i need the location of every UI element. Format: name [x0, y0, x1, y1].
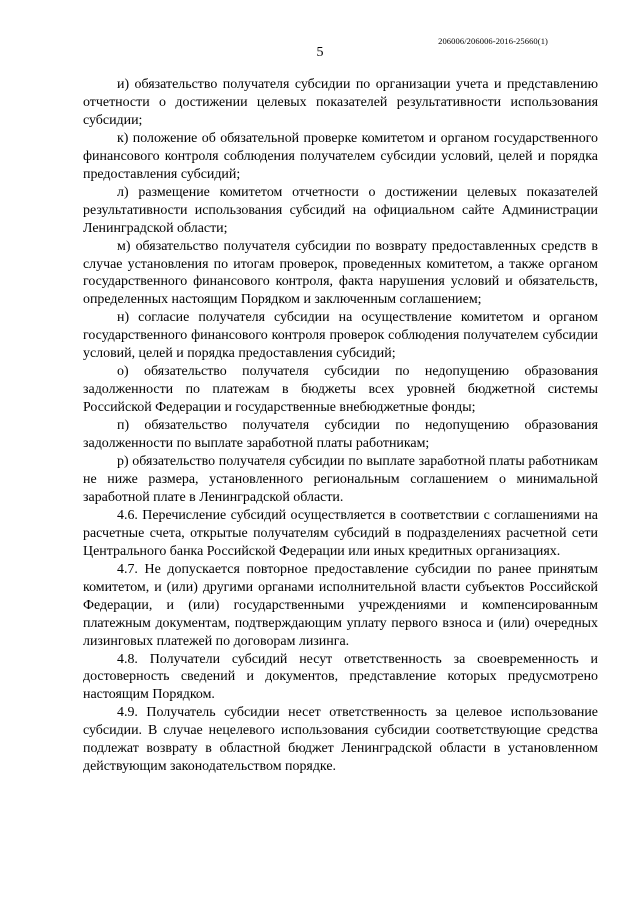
paragraph-k-inspection-provision: к) положение об обязательной проверке комитетом и органом государственного финансового контроля соблюдения получателем субсидии условий, целей и порядка предоставления субсидий; [83, 130, 598, 182]
paragraph-l-report-publication: л) размещение комитетом отчетности о достижении целевых показателей результативности использования субсидий на официальном сайте Администрации Ленинградской области; [83, 184, 598, 236]
paragraph-p-no-wage-debt: п) обязательство получателя субсидии по недопущению образования задолженности по выплате заработной платы работникам; [83, 418, 598, 452]
paragraph-m-refund-obligation: м) обязательство получателя субсидии по возврату предоставленных средств в случае установления по итогам проверок, проведенных комитетом, а также органом государственного финансового контроля, факта нарушения условий и обязательств, определенных настоящим Порядком и заключенным соглашением; [83, 238, 598, 308]
paragraph-r-minimum-wage: р) обязательство получателя субсидии по выплате заработной платы работникам не ниже размера, установленного региональным соглашением о минимальной заработной плате в Ленинградской области. [83, 454, 598, 505]
paragraph-i-reporting-obligation: и) обязательство получателя субсидии по организации учета и представлению отчетности о достижении целевых показателей результативности использования субсидии; [83, 77, 598, 128]
paragraph-4-6-transfer: 4.6. Перечисление субсидий осуществляется в соответствии с соглашениями на расчетные счета, открытые получателям субсидий в подразделениях расчетной сети Центрального банка Российской Федерации или иных кредитных организациях. [83, 507, 598, 559]
paragraph-4-9-target-use: 4.9. Получатель субсидии несет ответственность за целевое использование субсидии. В случае нецелевого использования субсидии соответствующие средства подлежат возврату в областной бюджет Ленинградской области в установленном действующим законодательством порядке. [83, 705, 598, 775]
paragraph-n-inspection-consent: н) согласие получателя субсидии на осуществление комитетом и органом государственного финансового контроля проверок соблюдения получателем субсидии условий, целей и порядка предоставления субсидий; [83, 310, 598, 362]
document-body [83, 76, 598, 776]
page-number: 5 [316, 45, 324, 60]
paragraph-4-7-no-repeat: 4.7. Не допускается повторное предоставление субсидии по ранее принятым комитетом, и (или) другими органами исполнительной власти субъектов Российской Федерации, и (или) государственными учреждениями и компенсированным платежным документам, подтверждающим уплату первого взноса и (или) очередных лизинговых платежей по договорам лизинга. [83, 561, 598, 649]
paragraph-4-8-responsibility: 4.8. Получатели субсидий несут ответственность за своевременность и достоверность сведений и документов, представление которых предусмотрено настоящим Порядком. [83, 651, 598, 703]
document-code: 206006/206006-2016-25660(1) [438, 36, 548, 46]
paragraph-o-no-tax-debt: о) обязательство получателя субсидии по недопущению образования задолженности по платежам в бюджеты всех уровней бюджетной системы Российской Федерации и государственные внебюджетные фонды; [83, 364, 598, 416]
